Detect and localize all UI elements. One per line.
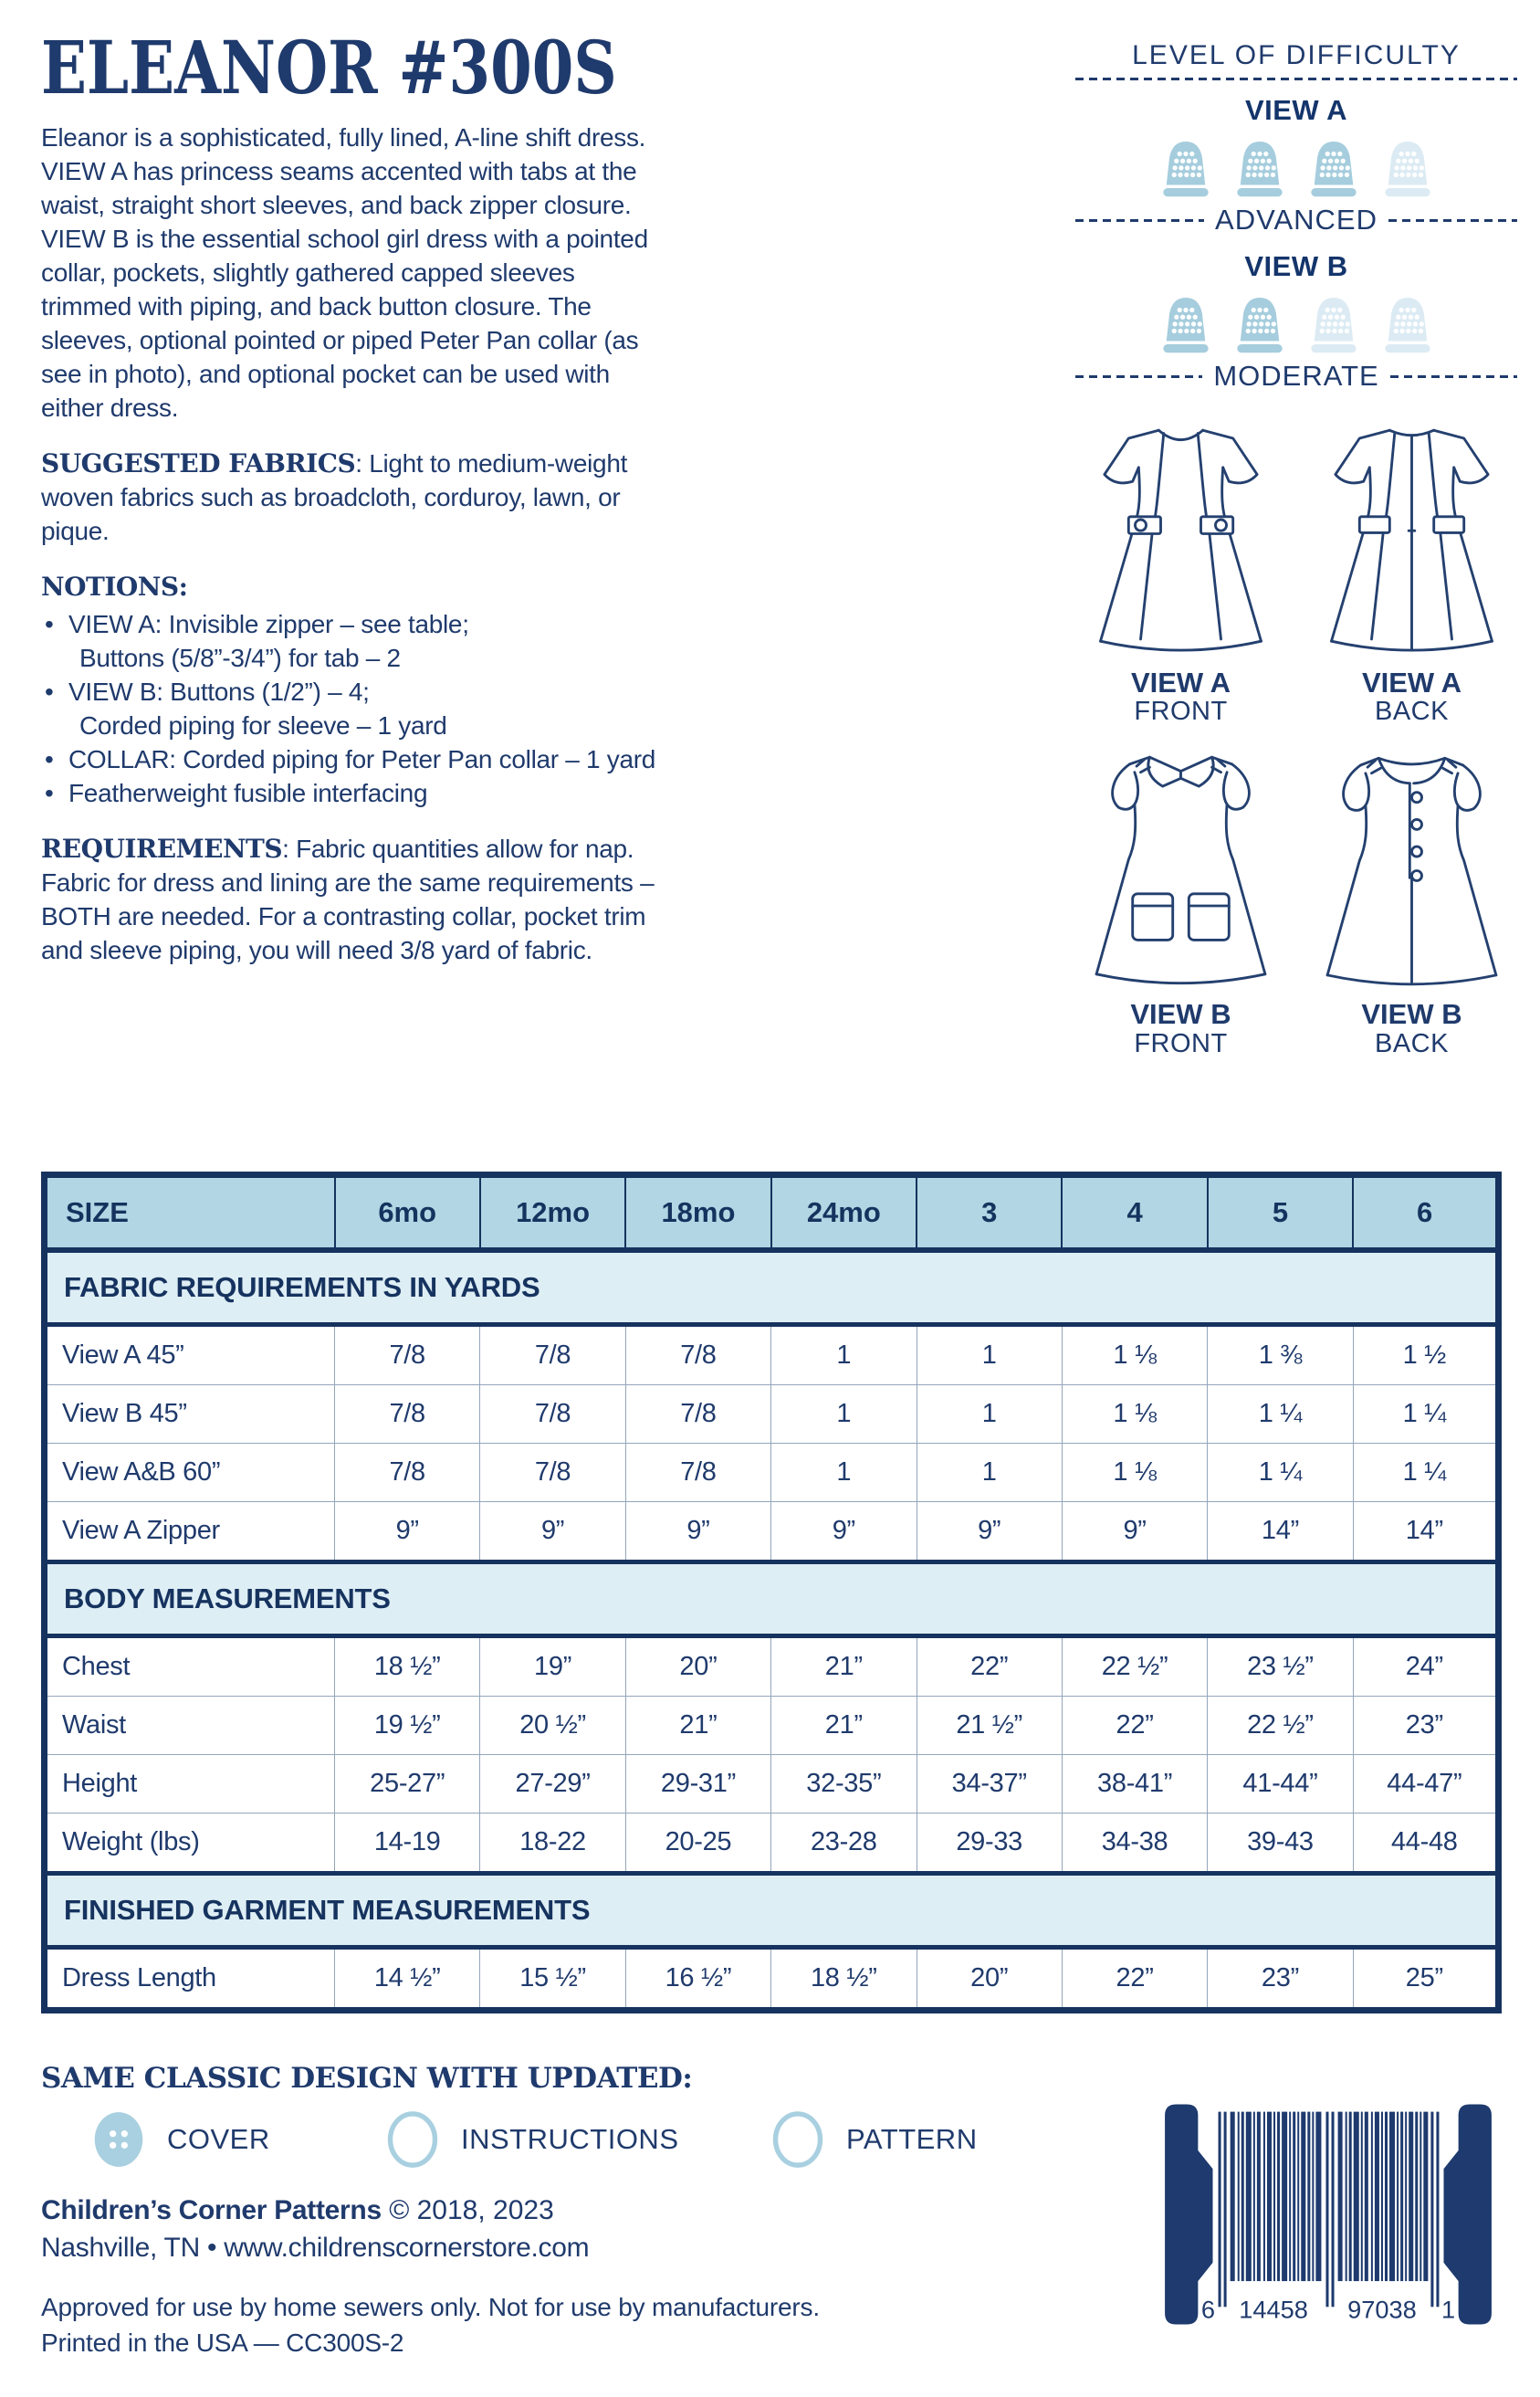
table-cell: 9”	[335, 1502, 480, 1562]
suggested-fabrics-label: SUGGESTED FABRICS	[41, 448, 356, 478]
section-header-row	[45, 1874, 1499, 1948]
suggested-fabrics	[41, 447, 660, 548]
table-cell: 14-19	[335, 1814, 480, 1874]
thimble-icon-faded	[1303, 292, 1365, 354]
table-cell: 25-27”	[335, 1755, 480, 1814]
notion-text: VIEW B: Buttons (1/2”) – 4;	[68, 678, 370, 706]
table-cell: 15 ½”	[480, 1948, 625, 2011]
notion-text: Corded piping for sleeve – 1 yard	[79, 711, 447, 740]
table-cell: 20 ½”	[480, 1697, 625, 1755]
circle-icon	[771, 2110, 824, 2169]
table-header-row	[45, 1175, 1499, 1251]
updated-heading: SAME CLASSIC DESIGN WITH UPDATED:	[41, 2062, 693, 2095]
table-cell: 21”	[625, 1697, 770, 1755]
thimble-icon-faded	[1377, 292, 1439, 354]
view-b-front-illustration	[1075, 745, 1286, 1057]
table-cell: 1	[917, 1444, 1062, 1502]
dashed-rule	[1075, 78, 1517, 80]
table-cell: 1 ¼	[1208, 1385, 1353, 1444]
table-cell: 1	[917, 1385, 1062, 1444]
table-cell: 18 ½”	[335, 1636, 480, 1697]
notion-text: Buttons (5/8”-3/4”) for tab – 2	[79, 644, 401, 672]
column-header: 18mo	[625, 1175, 770, 1251]
badge-instructions	[386, 2106, 679, 2173]
table-cell: 23 ½”	[1208, 1636, 1353, 1697]
view-a-back-label	[1306, 668, 1517, 726]
footer	[41, 2062, 1118, 2358]
view-b-level-text: MODERATE	[1213, 360, 1379, 392]
table-row	[45, 1385, 1499, 1444]
table-cell: 29-33	[917, 1814, 1062, 1874]
table-row	[45, 1636, 1499, 1697]
table-cell: 1	[771, 1325, 917, 1385]
page-title: ELEANOR #300S	[41, 25, 617, 110]
table-cell: 1 ⅜	[1208, 1325, 1353, 1385]
column-header: 3	[917, 1175, 1062, 1251]
column-header: 6mo	[335, 1175, 480, 1251]
section-title: FINISHED GARMENT MEASUREMENTS	[45, 1874, 1499, 1948]
table-cell: 24”	[1353, 1636, 1498, 1697]
table-cell: 20-25	[625, 1814, 770, 1874]
column-header: SIZE	[45, 1175, 335, 1251]
table-cell: 7/8	[335, 1325, 480, 1385]
column-header: 5	[1208, 1175, 1353, 1251]
bullet-icon: •	[45, 745, 54, 773]
badge-cover	[92, 2106, 270, 2173]
badge-label: PATTERN	[846, 2123, 978, 2155]
table-cell: 7/8	[335, 1385, 480, 1444]
thimble-icon	[1229, 136, 1291, 198]
table-row	[45, 1755, 1499, 1814]
table-cell: 20”	[625, 1636, 770, 1697]
dashed-rule	[1390, 375, 1517, 378]
barcode	[1156, 2097, 1501, 2332]
section-header-row	[45, 1562, 1499, 1636]
table-cell: 1 ⅛	[1062, 1325, 1207, 1385]
table-cell: 22”	[917, 1636, 1062, 1697]
table-cell: 19”	[480, 1636, 625, 1697]
list-item	[41, 607, 660, 675]
table-cell: 9”	[480, 1502, 625, 1562]
pattern-description: Eleanor is a sophisticated, fully lined, A-line shift dress. VIEW A has princess seams accented with tabs at the waist, straight short sleeves, and back zipper closure. VIEW B is the essential school girl dress with a pointed collar, pockets, slightly gathered capped sleeves trimmed with piping, and back button closure. The sleeves, optional pointed or piped Peter Pan collar (as see in photo), and optional pocket can be used with either dress.	[41, 123, 648, 422]
notions-list	[41, 607, 660, 810]
difficulty-header: LEVEL OF DIFFICULTY	[1132, 40, 1461, 70]
table-cell: 14”	[1353, 1502, 1498, 1562]
table-cell: 22 ½”	[1208, 1697, 1353, 1755]
column-header: 6	[1353, 1175, 1498, 1251]
printed-line: Printed in the USA — CC300S-2	[41, 2329, 404, 2357]
view-title: VIEW A	[1130, 666, 1231, 699]
table-cell: 21 ½”	[917, 1697, 1062, 1755]
view-a-illustrations	[1075, 418, 1517, 725]
bullet-icon: •	[45, 779, 54, 807]
difficulty-and-views-column	[1075, 40, 1517, 1057]
column-header: 4	[1062, 1175, 1207, 1251]
row-label: Dress Length	[45, 1948, 335, 2011]
dashed-rule	[1075, 375, 1202, 378]
view-subtitle: FRONT	[1134, 697, 1228, 727]
section-title: FABRIC REQUIREMENTS IN YARDS	[45, 1250, 1499, 1325]
view-a-front-label	[1075, 668, 1286, 726]
view-b-back-illustration	[1306, 745, 1517, 1057]
dashed-rule	[1075, 219, 1204, 222]
table-cell: 16 ½”	[625, 1948, 770, 2011]
circle-icon	[386, 2110, 439, 2169]
view-a-difficulty-label: VIEW A	[1244, 94, 1348, 126]
table-cell: 22”	[1062, 1948, 1207, 2011]
table-cell: 19 ½”	[335, 1697, 480, 1755]
table-cell: 1 ¼	[1353, 1444, 1498, 1502]
notions-label: NOTIONS:	[41, 572, 188, 602]
table-cell: 7/8	[625, 1385, 770, 1444]
table-cell: 1 ⅛	[1062, 1385, 1207, 1444]
table-cell: 29-31”	[625, 1755, 770, 1814]
requirements	[41, 832, 660, 967]
table-cell: 1 ¼	[1208, 1444, 1353, 1502]
table-cell: 7/8	[625, 1325, 770, 1385]
notions	[41, 570, 660, 810]
view-a-level-text: ADVANCED	[1215, 204, 1378, 236]
table-cell: 23”	[1353, 1697, 1498, 1755]
column-header: 24mo	[771, 1175, 917, 1251]
row-label: View A 45”	[45, 1325, 335, 1385]
barcode-digit-right: 1	[1440, 2295, 1456, 2324]
barcode-group-2: 97038	[1347, 2295, 1417, 2324]
table-cell: 38-41”	[1062, 1755, 1207, 1814]
suggested-fabrics-text: : Light to medium-weight woven fabrics such as broadcloth, corduroy, lawn, or pique.	[41, 449, 628, 545]
table-cell: 9”	[1062, 1502, 1207, 1562]
barcode-digit-left: 6	[1200, 2295, 1216, 2324]
table-cell: 27-29”	[480, 1755, 625, 1814]
table-cell: 41-44”	[1208, 1755, 1353, 1814]
view-title: VIEW A	[1361, 666, 1462, 699]
table-cell: 14”	[1208, 1502, 1353, 1562]
size-chart-table	[41, 1172, 1502, 2013]
table-cell: 1	[771, 1444, 917, 1502]
barcode-spool-graphic	[1156, 2097, 1501, 2332]
table-cell: 1 ¼	[1353, 1385, 1498, 1444]
thimble-icon	[1229, 292, 1291, 354]
view-b-illustrations	[1075, 745, 1517, 1057]
table-row	[45, 1325, 1499, 1385]
bullet-icon: •	[45, 610, 54, 638]
table-cell: 20”	[917, 1948, 1062, 2011]
view-a-thimble-rating	[1075, 136, 1517, 198]
table-cell: 9”	[625, 1502, 770, 1562]
updated-badges	[41, 2106, 1118, 2173]
thimble-icon	[1303, 136, 1365, 198]
table-cell: 7/8	[480, 1444, 625, 1502]
table-cell: 21”	[771, 1697, 917, 1755]
approval-line: Approved for use by home sewers only. Not for use by manufacturers.	[41, 2293, 820, 2321]
table-cell: 7/8	[625, 1444, 770, 1502]
view-b-front-label	[1075, 1000, 1286, 1057]
table-row	[45, 1697, 1499, 1755]
list-item	[41, 776, 660, 810]
table-cell: 7/8	[480, 1385, 625, 1444]
view-subtitle: FRONT	[1134, 1029, 1228, 1059]
dashed-rule	[1388, 219, 1517, 222]
table-cell: 21”	[771, 1636, 917, 1697]
view-a-level	[1075, 204, 1517, 237]
table-cell: 1	[917, 1325, 1062, 1385]
requirements-text: : Fabric quantities allow for nap. Fabric for dress and lining are the same requirements – BOTH are needed. For a contrasting collar, pocket trim and sleeve piping, you will need 3/8 yard of fabric.	[41, 835, 655, 964]
table-row	[45, 1814, 1499, 1874]
section-header-row	[45, 1250, 1499, 1325]
badge-label: COVER	[167, 2123, 270, 2155]
view-a-front-illustration	[1075, 418, 1286, 725]
table-cell: 1 ⅛	[1062, 1444, 1207, 1502]
company-line	[41, 2195, 1118, 2226]
notion-text: COLLAR: Corded piping for Peter Pan collar – 1 yard	[68, 745, 656, 773]
table-cell: 7/8	[335, 1444, 480, 1502]
list-item	[41, 742, 660, 776]
section-title: BODY MEASUREMENTS	[45, 1562, 1499, 1636]
barcode-group-1: 14458	[1239, 2295, 1308, 2324]
table-cell: 9”	[771, 1502, 917, 1562]
company-name: Children’s Corner Patterns	[41, 2195, 382, 2225]
view-b-back-label	[1306, 1000, 1517, 1057]
view-b-thimble-rating	[1075, 292, 1517, 354]
description-column	[41, 25, 660, 967]
row-label: Waist	[45, 1697, 335, 1755]
notion-text: VIEW A: Invisible zipper – see table;	[68, 610, 469, 638]
table-cell: 25”	[1353, 1948, 1498, 2011]
table-cell: 44-47”	[1353, 1755, 1498, 1814]
thimble-icon	[1155, 292, 1217, 354]
row-label: Chest	[45, 1636, 335, 1697]
row-label: Weight (lbs)	[45, 1814, 335, 1874]
row-label: View A Zipper	[45, 1502, 335, 1562]
table-cell: 22”	[1062, 1697, 1207, 1755]
table-row	[45, 1444, 1499, 1502]
thimble-icon	[1155, 136, 1217, 198]
table-cell: 14 ½”	[335, 1948, 480, 2011]
view-b-level	[1075, 360, 1517, 393]
thimble-icon-faded	[1377, 136, 1439, 198]
table-cell: 18 ½”	[771, 1948, 917, 2011]
table-cell: 32-35”	[771, 1755, 917, 1814]
view-subtitle: BACK	[1375, 1029, 1449, 1059]
row-label: View B 45”	[45, 1385, 335, 1444]
table-cell: 34-37”	[917, 1755, 1062, 1814]
badge-label: INSTRUCTIONS	[461, 2123, 679, 2155]
table-cell: 34-38	[1062, 1814, 1207, 1874]
table-cell: 23”	[1208, 1948, 1353, 2011]
table-cell: 7/8	[480, 1325, 625, 1385]
bullet-icon: •	[45, 678, 54, 706]
table-cell: 23-28	[771, 1814, 917, 1874]
table-cell: 39-43	[1208, 1814, 1353, 1874]
table-row	[45, 1502, 1499, 1562]
view-title: VIEW B	[1130, 998, 1231, 1031]
notion-text: Featherweight fusible interfacing	[68, 779, 428, 807]
table-cell: 44-48	[1353, 1814, 1498, 1874]
button-icon	[92, 2108, 145, 2171]
table-cell: 1 ½	[1353, 1325, 1498, 1385]
view-b-difficulty-label: VIEW B	[1244, 250, 1348, 282]
table-cell: 9”	[917, 1502, 1062, 1562]
table-row	[45, 1948, 1499, 2011]
table-cell: 1	[771, 1385, 917, 1444]
view-subtitle: BACK	[1375, 697, 1449, 727]
requirements-label: REQUIREMENTS	[41, 834, 283, 864]
view-a-back-illustration	[1306, 418, 1517, 725]
row-label: View A&B 60”	[45, 1444, 335, 1502]
row-label: Height	[45, 1755, 335, 1814]
column-header: 12mo	[480, 1175, 625, 1251]
address-line: Nashville, TN • www.childrenscornerstore.com	[41, 2233, 590, 2263]
list-item	[41, 675, 660, 742]
badge-pattern	[771, 2106, 978, 2173]
copyright-text: © 2018, 2023	[389, 2195, 554, 2225]
view-title: VIEW B	[1361, 998, 1462, 1031]
table-cell: 22 ½”	[1062, 1636, 1207, 1697]
table-cell: 18-22	[480, 1814, 625, 1874]
